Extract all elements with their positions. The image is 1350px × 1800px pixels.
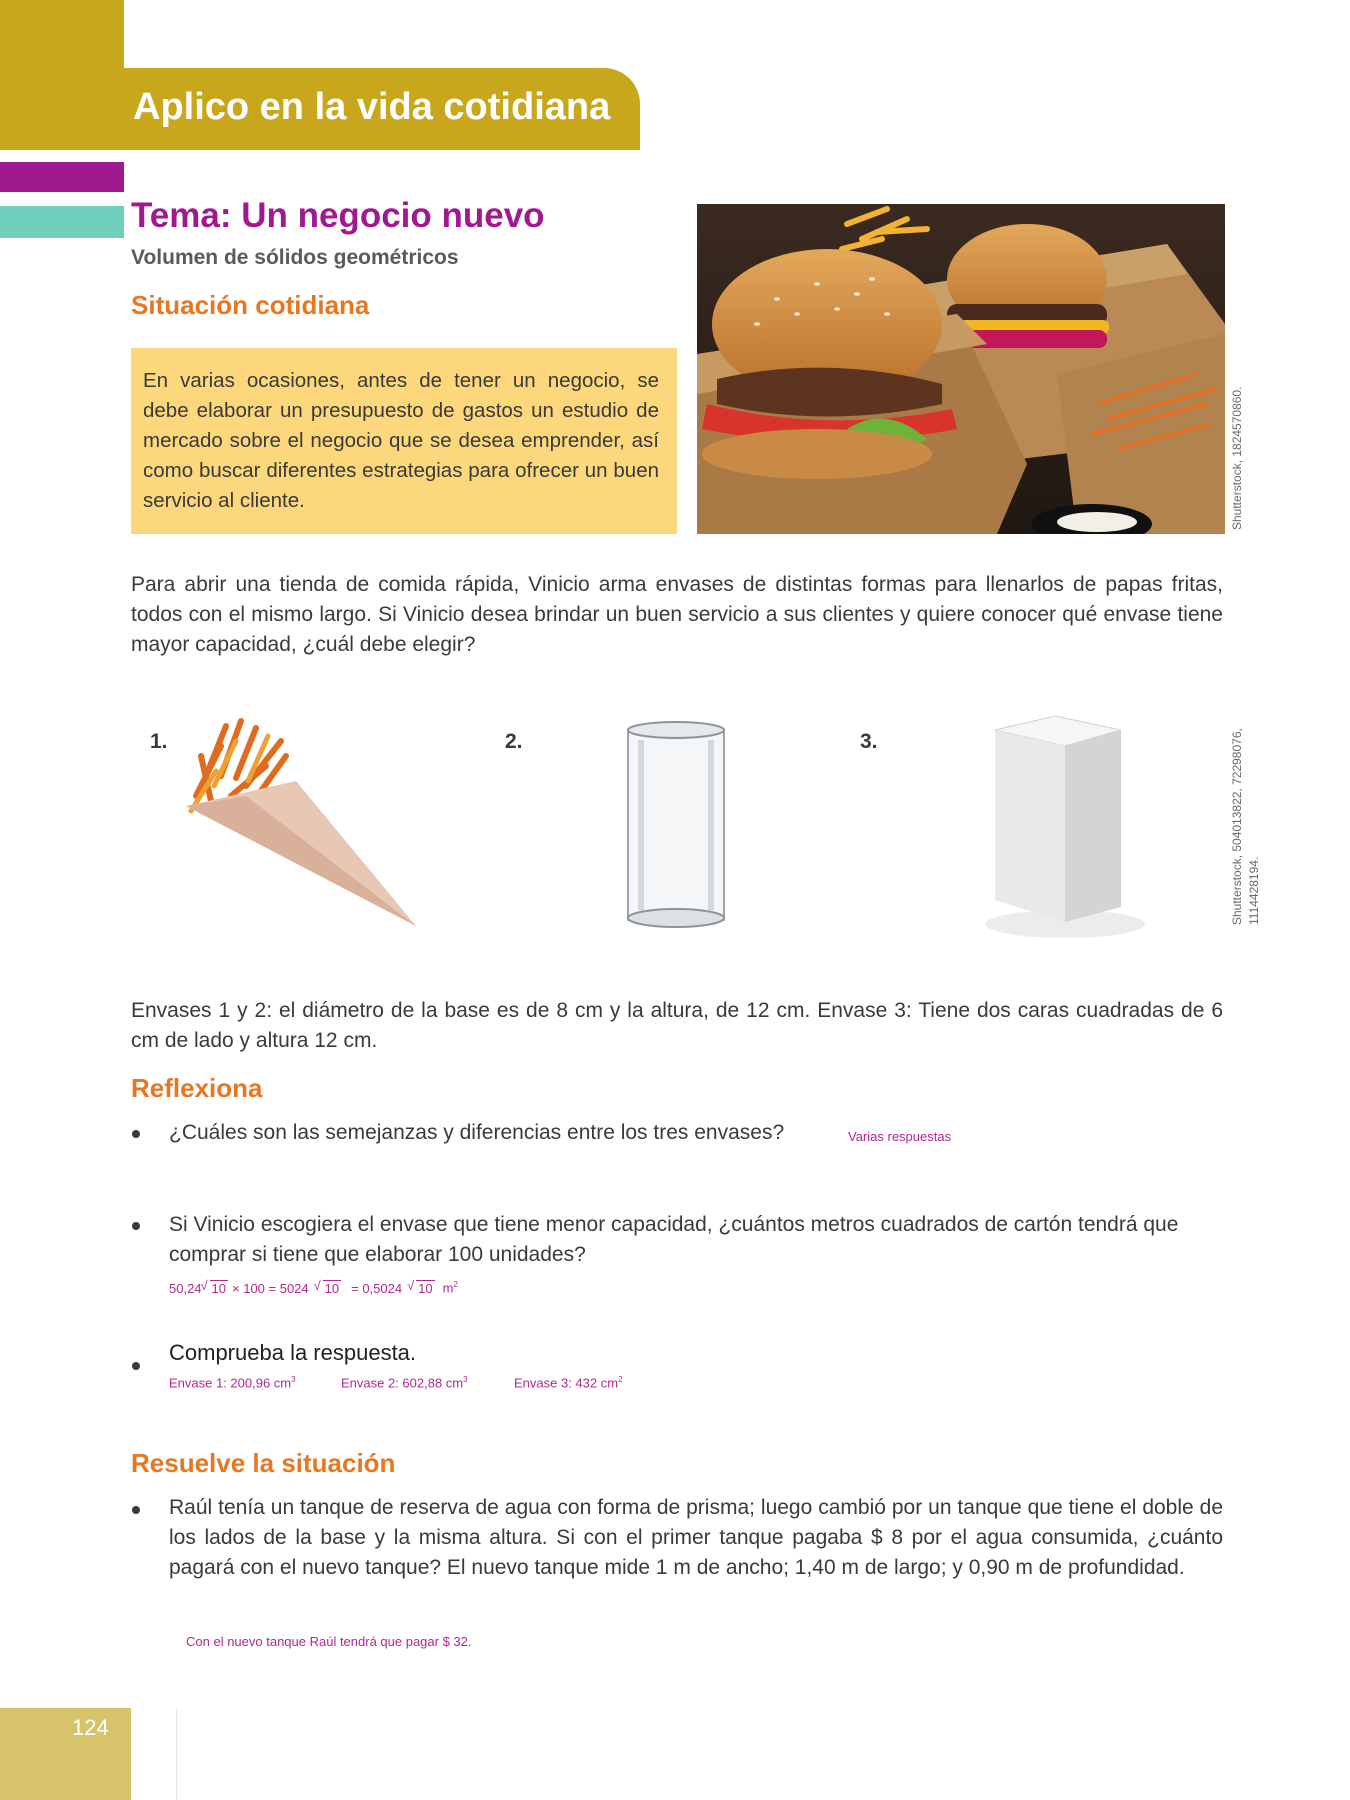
header-accent-strip xyxy=(0,0,124,150)
containers-credit-1: Shutterstock, 504013822, 72298076, xyxy=(1230,728,1244,925)
sqrt-10: √ 10 xyxy=(313,1278,340,1296)
container-dimensions: Envases 1 y 2: el diámetro de la base es de 8 cm y la altura, de 12 cm. Envase 3: Tiene dos caras cuadradas de 6 cm de lado y altura 12 cm. xyxy=(131,999,1223,1052)
bullet xyxy=(132,1130,140,1138)
bullet xyxy=(132,1506,140,1514)
container-label-1: 1. xyxy=(150,730,168,753)
reflect-heading: Reflexiona xyxy=(131,1073,263,1103)
check-answer-2: Envase 2: 602,88 $cm^3$ xyxy=(341,1375,468,1391)
sqrt-10: √ 10 xyxy=(200,1278,227,1296)
reflect-question-1: ¿Cuáles son las semejanzas y diferencias entre los tres envases? xyxy=(169,1121,785,1144)
photo-credit: Shutterstock, 1824570860. xyxy=(1230,386,1244,530)
solve-question: Raúl tenía un tanque de reserva de agua con forma de prisma; luego cambió por un tanque que tiene el doble de los lados de la base y la misma altura. Si con el primer tanque pagaba $ 8 por el agua consumida, ¿cuánto pagará con el nuevo tanque? El nuevo tanque mide 1 m de ancho; 1,40 m de largo; y 0,90 m de profundidad. xyxy=(169,1496,1223,1579)
check-answer-1: Envase 1: 200,96 $cm^3$ xyxy=(169,1375,296,1391)
teal-accent-bar xyxy=(0,206,124,238)
solve-heading: Resuelve la situación xyxy=(131,1448,396,1478)
check-answer-3: Envase 3: 432 $cm^2$ xyxy=(514,1375,623,1391)
radical-icon: √ xyxy=(313,1278,321,1293)
answer-2 xyxy=(169,1280,458,1296)
reflect-question-2: Si Vinicio escogiera el envase que tiene menor capacidad, ¿cuántos metros cuadrados de cartón tendrá que comprar si tiene que elaborar 100 unidades? xyxy=(169,1213,1179,1266)
sqrt-10: √ 10 xyxy=(407,1278,433,1296)
reflect-question-3: Comprueba la respuesta. xyxy=(169,1340,417,1365)
solve-answer: Con el nuevo tanque Raúl tendrá que pagar $ 32. xyxy=(186,1634,472,1649)
context-text: En varias ocasiones, antes de tener un negocio, se debe elaborar un presupuesto de gastos un estudio de mercado sobre el negocio que se desea emprender, así como buscar diferentes estrategias para ofrecer un buen servicio al cliente. xyxy=(143,369,659,512)
container-label-3: 3. xyxy=(860,730,878,753)
unit: $m^2$ xyxy=(442,1280,458,1296)
radical-icon: √ xyxy=(200,1278,208,1293)
topic-title: Tema: Un negocio nuevo xyxy=(131,196,545,235)
answer-2-part-3: = 0,5024 xyxy=(351,1280,403,1296)
cone-fries-image xyxy=(186,716,418,932)
page-number-tab xyxy=(0,1708,131,1800)
bullet xyxy=(132,1362,140,1370)
containers-credit-2: 1114428194. xyxy=(1247,856,1261,925)
margin-divider xyxy=(176,1708,177,1800)
container-label-2: 2. xyxy=(505,730,523,753)
magenta-accent-bar xyxy=(0,162,124,192)
situation-heading: Situación cotidiana xyxy=(131,290,370,320)
section-title: Aplico en la vida cotidiana xyxy=(133,86,611,128)
problem-intro: Para abrir una tienda de comida rápida, Vinicio arma envases de distintas formas para llenarlos de papas fritas, todos con el mismo largo. Si Vinicio desea brindar un buen servicio a sus clientes y quiere conocer qué envase tiene mayor capacidad, ¿cuál debe elegir? xyxy=(131,573,1223,656)
answer-1: Varias respuestas xyxy=(848,1129,952,1144)
answer-2-part-2: × 100 = 5024 xyxy=(232,1280,309,1296)
cylinder-container-image xyxy=(624,720,728,930)
fast-food-photo xyxy=(697,204,1225,534)
box-container-image xyxy=(955,712,1145,948)
radical-icon: √ xyxy=(407,1278,415,1293)
topic-subtitle: Volumen de sólidos geométricos xyxy=(131,246,459,269)
answer-2-part-1: 50,24 xyxy=(169,1280,202,1296)
page-number: 124 xyxy=(72,1715,109,1740)
bullet xyxy=(132,1222,140,1230)
